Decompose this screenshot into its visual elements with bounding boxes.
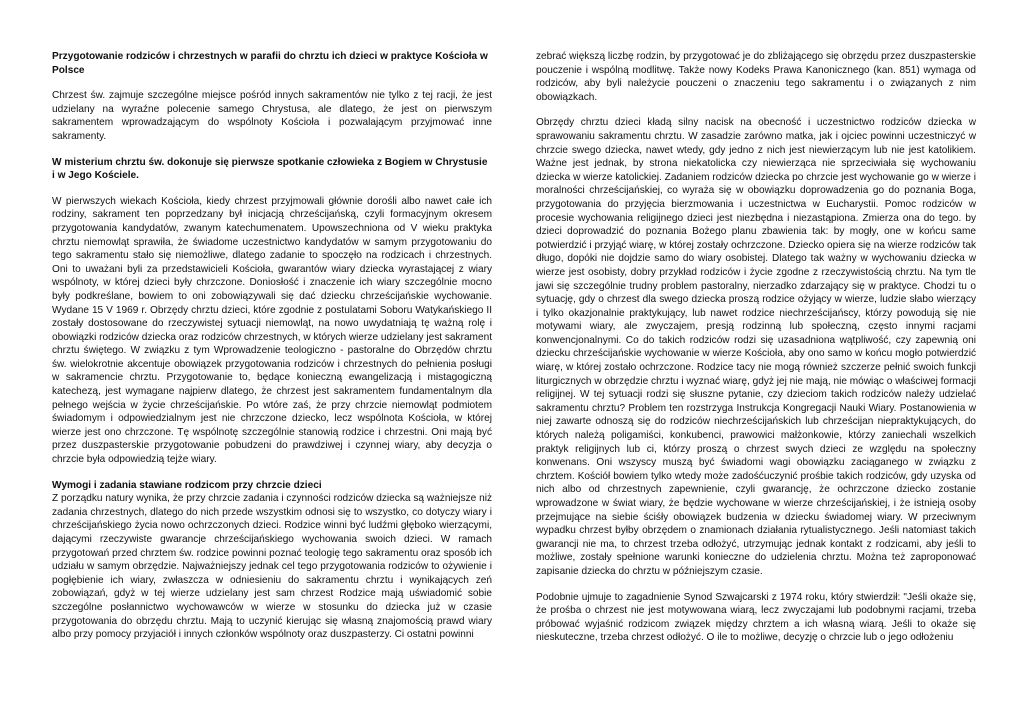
document-title: Przygotowanie rodziców i chrzestnych w parafii do chrztu ich dzieci w praktyce Kościoła w Polsce <box>52 51 488 76</box>
right-column <box>536 50 976 645</box>
subheading-mystery-of-baptism: W misterium chrztu św. dokonuje się pierwsze spotkanie człowieka z Bogiem w Chrystusie i w Jego Kościele. <box>52 156 488 182</box>
continuation-paragraph: zebrać większą liczbę rodzin, by przygotować je do zbliżającego się obrzędu przez duszpasterskie pouczenie i wspólną modlitwę. Także nowy Kodeks Prawa Kanonicznego (kan. 851) wymaga od rodziców, aby byli należycie pouczeni o znaczeniu tego sakramentu i o związanych z nim obowiązkach. <box>536 51 976 103</box>
document-page <box>50 50 988 690</box>
history-paragraph: W pierwszych wiekach Kościoła, kiedy chrzest przyjmowali głównie dorośli albo nawet całe ich rodziny, sakrament ten poprzedzany był inicjacją chrześcijańską, czyli formacyjnym okresem przygotowania kandydatów, zwanym katechumenatem. Upowszechniona od V wieku praktyka chrztu niemowląt sprawiła, że świadome uczestnictwo kandydatów w samym przygotowaniu do tego sakramentu stało się niemożliwe, dlatego zadanie to spoczęło na rodzicach i chrzestnych. Oni to uważani byli za przedstawicieli Kościoła, gwarantów wiary dziecka wyrastającej z wiary wspólnoty, w której dzieci były chrzczone. Doniosłość i znaczenie ich wiary szczególnie mocno były podkreślane, bowiem to oni zobowiązywali się dać dziecku chrześcijańskie wychowanie. Wydane 15 V 1969 r. Obrzędy chrztu dzieci, które zgodnie z postulatami Soboru Watykańskiego II zostały dostosowane do rzeczywistej sytuacji niemowląt, na nowo uwydatniają tę ważną rolę i obowiązki rodziców dziecka oraz rodziców chrzestnych, w których wierze udzielany jest sakrament chrztu świętego. W związku z tym Wprowadzenie teologiczno - pastoralne do Obrzędów chrztu św. wielokrotnie akcentuje obowiązek przygotowania rodziców i chrzestnych do pełnienia posługi w sakramencie chrztu. Przygotowanie to, będące konieczną ewangelizacją i mistagogiczną katechezą, jest wymagane najpierw dlatego, że chrzest jest sakramentem fundamentalnym dla pełnego wejścia w życie chrześcijańskie. Po wtóre zaś, że przy chrzcie niemowląt podmiotem świadomym i odpowiedzialnym jest nie chrzczone dziecko, lecz wspólnota Kościoła, w której wierze jest ono chrzczone. Tę wspólnotę szczególnie stanowią rodzice i chrzestni. Oni mają być przez duszpasterskie przygotowanie pobudzeni do prawdziwej i czynnej wiary, aby decyzja o chrzcie była odpowiedzią tejże wiary. <box>52 195 492 466</box>
rites-paragraph: Obrzędy chrztu dzieci kładą silny nacisk na obecność i uczestnictwo rodziców dziecka w sprawowaniu sakramentu chrztu. W zasadzie zarówno matka, jak i ojciec powinni uczestniczyć w chrzcie swego dziecka, nawet wtedy, gdy jedno z nich jest niewierzącym lub nie jest katolikiem. Ważne jest jednak, by strona niekatolicka czy niewierząca nie sprzeciwiała się wychowaniu dziecka w wierze katolickiej. Zadaniem rodziców dziecka po chrzcie jest wychowanie go w wierze i moralności chrześcijańskiej, co wyraża się w obowiązku doprowadzenia go do poznania Boga, przygotowania do przyjęcia bierzmowania i uczestnictwa w Eucharystii. Pomoc rodziców w procesie wychowania religijnego dzieci jest niezbędna i niezastąpiona. Zmierza ona do tego. by dzieci doprowadzić do poznania Bożego planu zbawienia tak: by mogły, one w końcu same potwierdzić i przyjąć wiarę, w której zostały ochrzczone. Dziecko opiera się na wierze rodziców tak długo, dopóki nie dojdzie samo do wiary osobistej. Dlatego tak ważny w wychowaniu dziecka w wierze jest osobisty, dobry przykład rodziców i życie zgodne z rzeczywistością chrztu. Na tym tle jawi się szczególnie trudny problem pastoralny, nierzadko zdarzający się w praktyce. Chodzi tu o sytuację, gdy o chrzest dla swego dziecka proszą rodzice ożyjący w wierze, ludzie słabo wierzący i tylko okazjonalnie praktykujący, lub nawet rodzice niechrześcijańscy, którzy powodują się nie motywami wiary, ale zwyczajem, presją rodzinną lub społeczną, często innymi racjami konwencjonalnymi. Co do takich rodziców rodzi się uzasadniona wątpliwość, czy zapewnią oni dziecku chrześcijańskie wychowanie w wierze Kościoła, aby ono samo w końcu mogło potwierdzić wiarę, w której zostało ochrzczone. Rodzice tacy nie mogą również szczerze pełnić swoich funkcji liturgicznych w obrzędzie chrztu i wyznać wiarę, gdyż jej nie mają, nie mówiąc o właściwej formacji religijnej. W tej sytuacji rodzi się słuszne pytanie, czy dzieciom takich rodziców należy udzielać sakramentu chrztu? Problem ten rozstrzyga Instrukcja Kongregacji Nauki Wiary. Postanowienia w niej zawarte odnoszą się do rodziców niechrześcijańskich lub chrześcijan niepraktykujących, do których należą poligamiści, konkubenci, prawowici małżonkowie, którzy zaniechali wszelkich praktyk religijnych lub ci, którzy proszą o chrzest swych dzieci ze względu na społeczny konwenans. Oni wszyscy muszą być świadomi wagi obowiązku zaciąganego w związku z chrztem. Kościół bowiem tylko wtedy może zadośćuczynić prośbie takich rodziców, gdy uzyska od nich albo od chrzestnych zapewnienie, czyli gwarancję, że ochrzczone dziecko zostanie wprowadzone w świat wiary, że będzie wychowane w wierze chrześcijańskiej, i że istnieją osoby przejmujące na siebie ściśły obowiązek budzenia w dziecku świadomej wiary. W przeciwnym wypadku chrzest byłby obrzędem o znamionach działania rytualistycznego. Jeśli natomiast takich gwarancji nie ma, to chrzest trzeba odłożyć, utrzymując jednak kontakt z rodzicami, aby jeśli to możliwe, zostały spełnione warunki konieczne do udzielenia chrztu. Można też zaproponować zapisanie dziecka do chrztu w późniejszym czasie. <box>536 117 976 577</box>
intro-paragraph: Chrzest św. zajmuje szczególne miejsce pośród innych sakramentów nie tylko z tej racji, że jest udzielany na wyraźne polecenie samego Chrystusa, ale dlatego, że jest on pierwszym sakramentem wprowadzającym do wspólnoty Kościoła i pozwalającym przyjmować inne sakramenty. <box>52 90 492 142</box>
subheading-requirements: Wymogi i zadania stawiane rodzicom przy chrzcie dzieci <box>52 479 322 491</box>
left-column <box>52 50 492 642</box>
requirements-paragraph: Z porządku natury wynika, że przy chrzcie zadania i czynności rodziców dziecka są ważniejsze niż zadania chrzestnych, dlatego do nich przede wszystkim odnosi się to wszystko, co dotyczy wiary i chrześcijańskiego życia nowo ochrzczonych dzieci. Rodzice winni być ludźmi głęboko wierzącymi, dającymi rzeczywiste gwarancje chrześcijańskiego wychowania swoich dzieci. W ramach przygotowań przed chrztem św. rodzice powinni poznać teologię tego sakramentu oraz sposób ich udziału w samym obrzędzie. Najważniejszy jednak cel tego przygotowania rodziców to ożywienie i pogłębienie ich wiary, zwłaszcza w odniesieniu do sakramentu chrztu i wynikających zeń zobowiązań, gdyż w tej wierze udzielany jest sam chrzest Rodzice mają uświadomić sobie szczególne posłannictwo wychowawców w wierze w stosunku do dziecka już w czasie przygotowania do obrzędu chrztu. Mają to uczynić kierując się własną znajomością prawd wiary albo przy pomocy przyjaciół i innych członków wspólnoty oraz duszpasterzy. Ci ostatni powinni <box>52 493 492 641</box>
synod-paragraph: Podobnie ujmuje to zagadnienie Synod Szwajcarski z 1974 roku, który stwierdził: "Jeśli okaże się, że prośba o chrzest nie jest motywowana wiarą, lecz zwyczajami lub podobnymi racjami, trzeba próbować wyjaśnić rodzicom związek między chrztem a ich własną wiarą. Jeśli to okaże się nieskuteczne, trzeba chrzest odłożyć. O ile to możliwe, decyzję o chrzcie lub o jego odłożeniu <box>536 591 976 644</box>
